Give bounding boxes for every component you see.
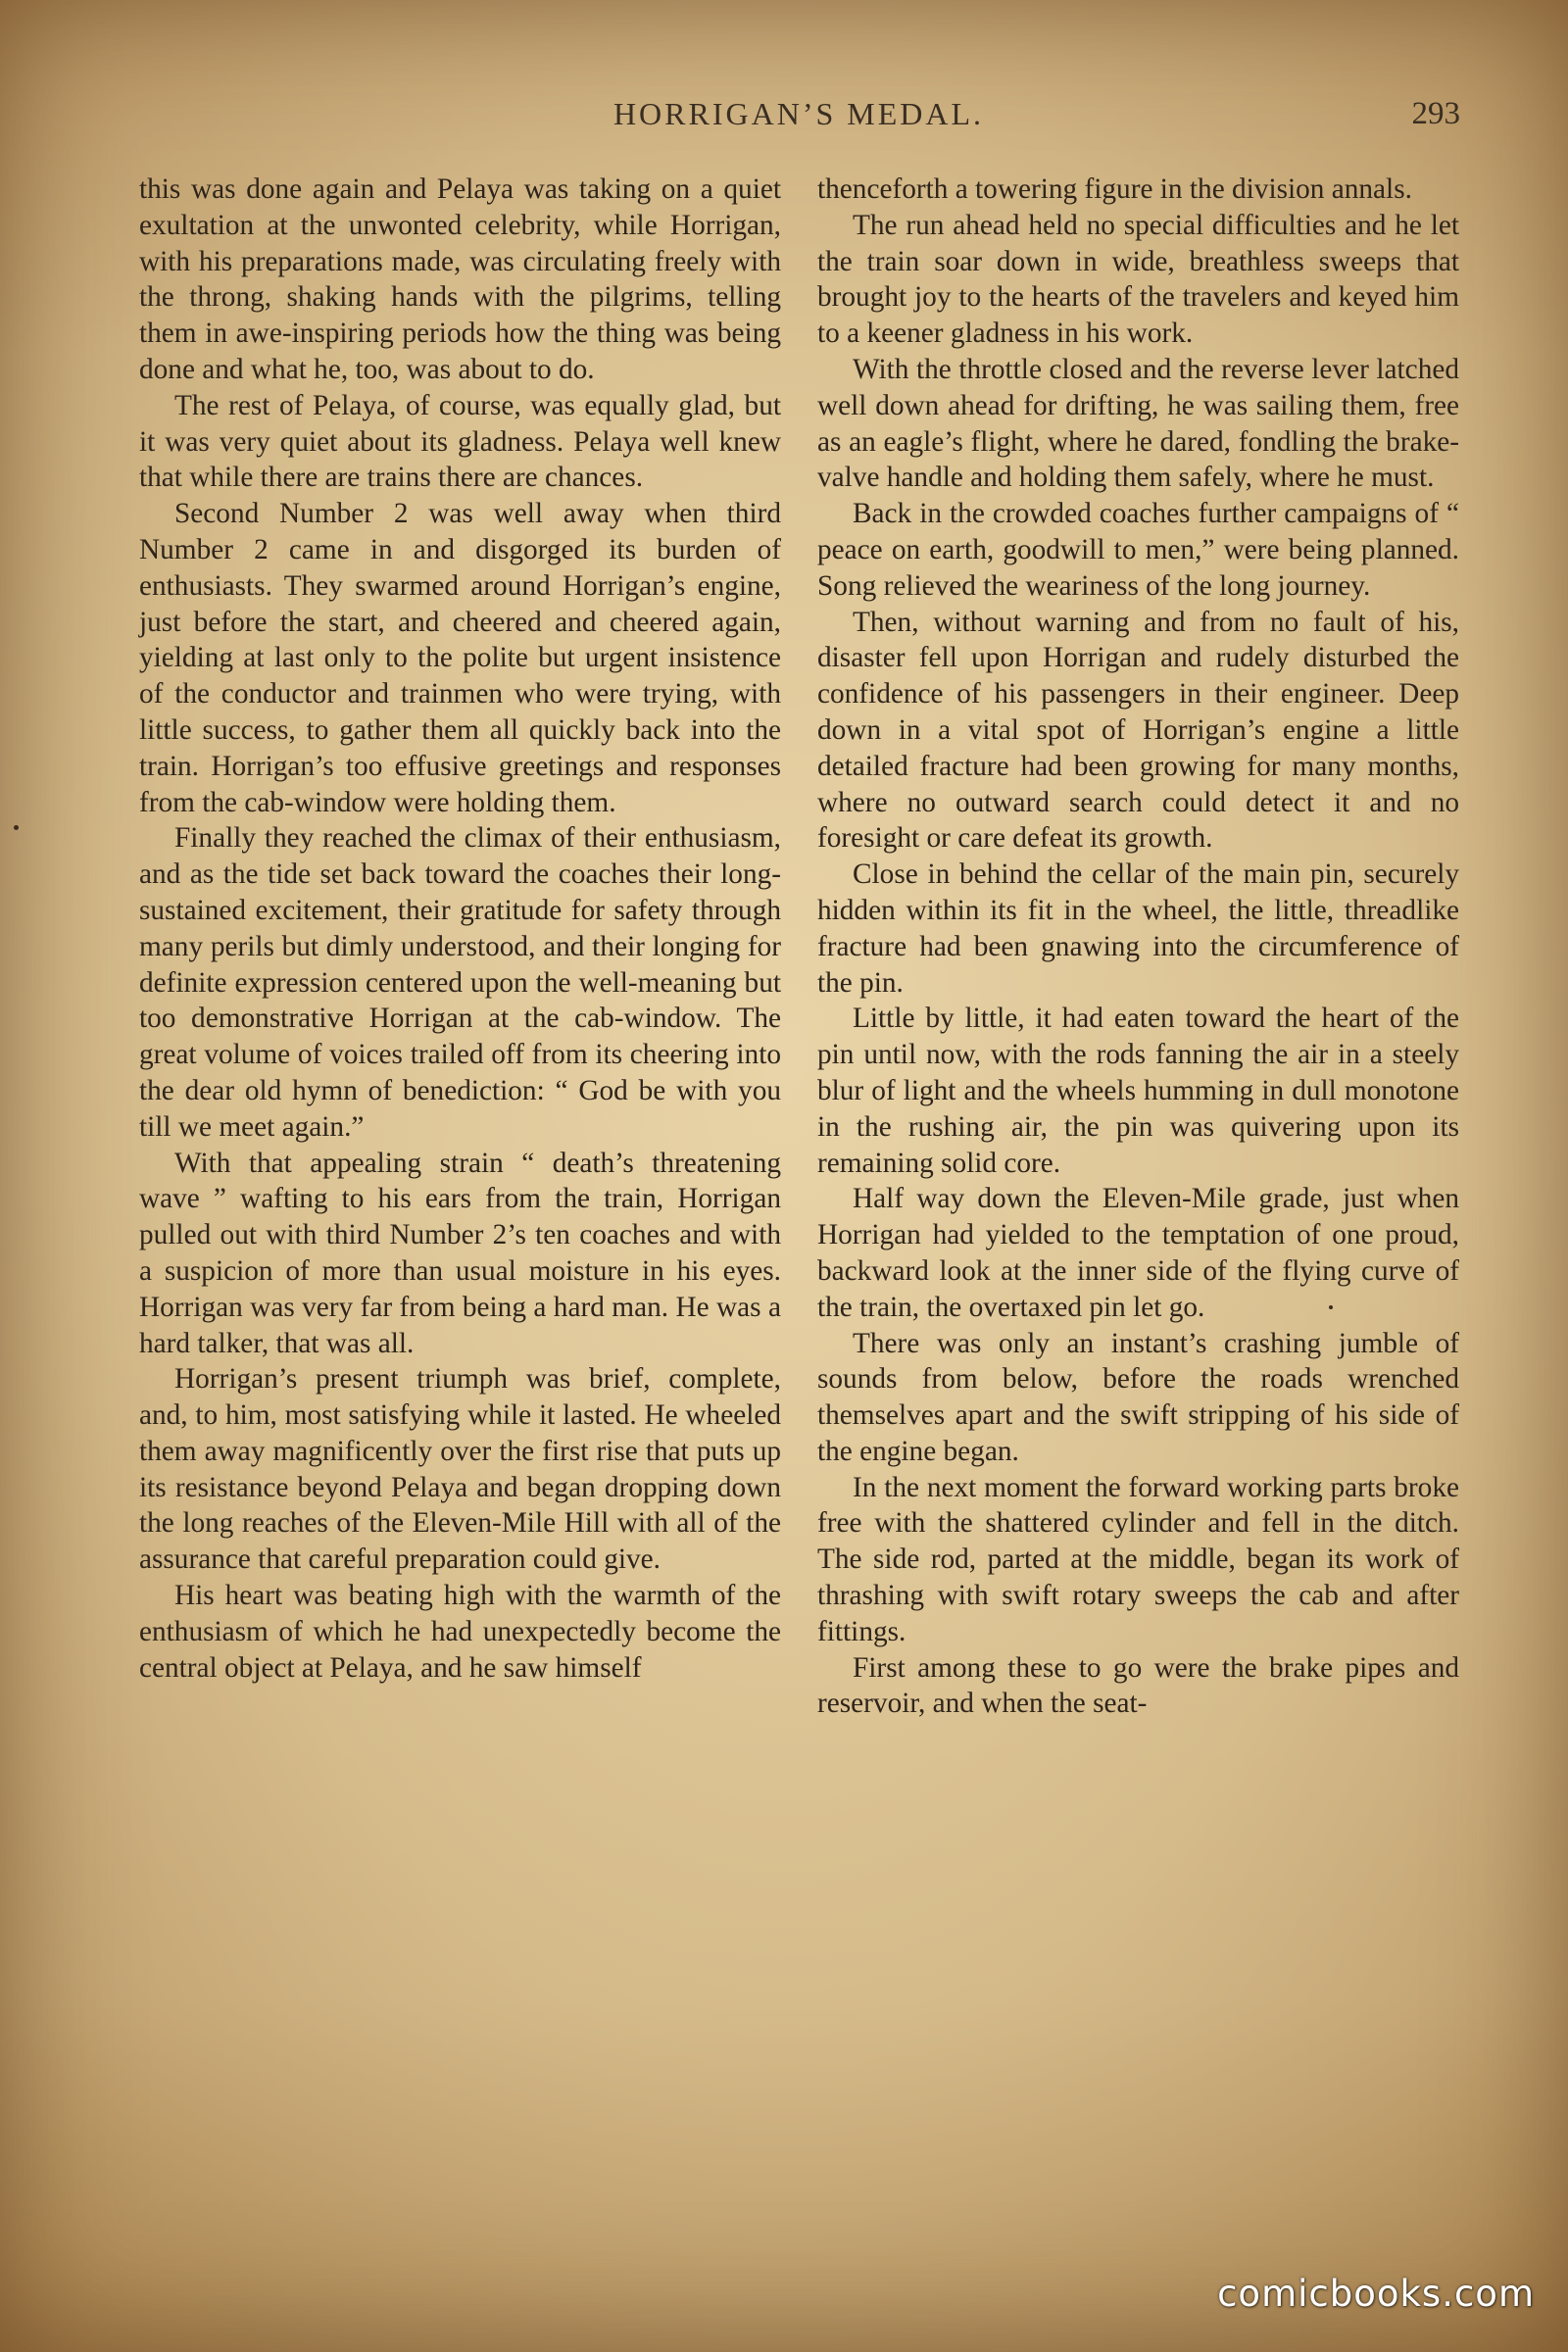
paragraph: First among these to go were the brake pipes and reservoir, and when the seat- <box>817 1651 1459 1720</box>
page-header <box>137 96 1460 145</box>
paragraph: The run ahead held no special difficulties and he let the train soar down in wide, breathless sweeps that brought joy to the hearts of the travelers and keyed him to a keener gladness in his work. <box>817 209 1459 350</box>
paragraph: Close in behind the cellar of the main pin, securely hidden within its fit in the wheel, the little, threadlike fracture had been gnawing into the circumference of the pin. <box>817 858 1459 999</box>
paragraph: With the throttle closed and the reverse lever latched well down ahead for drifting, he was sailing them, free as an eagle’s flight, where he dared, fondling the brake-valve handle and holding them safely, where he must. <box>817 353 1459 494</box>
paragraph: Half way down the Eleven-Mile grade, just when Horrigan had yielded to the temptation of one proud, backward look at the inner side of the flying curve of the train, the overtaxed pin let go. <box>817 1183 1459 1323</box>
paragraph: With that appealing strain “ death’s threatening wave ” wafting to his ears from the train, Horrigan pulled out with third Number 2’s ten coaches and with a suspicion of more than usual moisture in his eyes. Horrigan was very far from being a hard man. He was a hard talker, that was all. <box>139 1147 781 1359</box>
paragraph: this was done again and Pelaya was taking on a quiet exultation at the unwonted celebrity, while Horrigan, with his preparations made, was circulating freely with the throng, shaking hands with the pilgrims, telling them in awe-inspiring periods how the thing was being done and what he, too, was about to do. <box>139 173 781 385</box>
left-column <box>139 172 781 1686</box>
paragraph: Horrigan’s present triumph was brief, complete, and, to him, most satisfying while it lasted. He wheeled them away magnificently over the first rise that puts up its resistance beyond Pelaya and began dropping down the long reaches of the Eleven-Mile Hill with all of the assurance that careful preparation could give. <box>139 1363 781 1576</box>
running-title: HORRIGAN’S MEDAL. <box>612 96 985 131</box>
paragraph: Second Number 2 was well away when third Number 2 came in and disgorged its burden of enthusiasts. They swarmed around Horrigan’s engine, just before the start, and cheered and cheered again, yielding at last only to the polite but urgent insistence of the conductor and trainmen who were trying, with little success, to gather them all quickly back into the train. Horrigan’s too effusive greetings and responses from the cab-window were holding them. <box>139 498 781 818</box>
watermark-text: comicbooks.com <box>1217 2273 1535 2315</box>
paragraph: Back in the crowded coaches further campaigns of “ peace on earth, goodwill to men,” were being planned. Song relieved the weariness of the long journey. <box>817 498 1459 602</box>
paragraph: His heart was beating high with the warmth of the enthusiasm of which he had unexpectedly become the central object at Pelaya, and he saw himself <box>139 1580 781 1684</box>
paper-speck <box>14 825 19 830</box>
paragraph: Finally they reached the climax of their enthusiasm, and as the tide set back toward the coaches their long-sustained excitement, their gratitude for safety through many perils but dimly understood, and their longing for definite expression centered upon the well-meaning but too demonstrative Horrigan at the cab-window. The great volume of voices trailed off from its cheering into the dear old hymn of benediction: “ God be with you till we meet again.” <box>139 822 781 1143</box>
paragraph: In the next moment the forward working parts broke free with the shattered cylinder and fell in the ditch. The side rod, parted at the middle, began its work of thrashing with swift rotary sweeps the cab and after fittings. <box>817 1471 1459 1647</box>
paragraph: There was only an instant’s crashing jumble of sounds from below, before the roads wrenched themselves apart and the swift stripping of his side of the engine began. <box>817 1327 1459 1467</box>
paragraph: Little by little, it had eaten toward the heart of the pin until now, with the rods fanning the air in a steely blur of light and the wheels humming in dull monotone in the rushing air, the pin was quivering upon its remaining solid core. <box>817 1003 1459 1179</box>
paragraph: thenceforth a towering figure in the division annals. <box>817 173 1412 205</box>
paragraph: The rest of Pelaya, of course, was equally glad, but it was very quiet about its gladness. Pelaya well knew that while there are trains there are chances. <box>139 389 781 494</box>
paragraph: Then, without warning and from no fault of his, disaster fell upon Horrigan and rudely disturbed the confidence of his passengers in their engineer. Deep down in a vital spot of Horrigan’s engine a little detailed fracture had been growing for many months, where no outward search could detect it and no foresight or care defeat its growth. <box>817 606 1459 855</box>
right-column <box>817 172 1459 1722</box>
paper-speck <box>1329 1305 1333 1309</box>
page-number: 293 <box>1411 96 1460 131</box>
